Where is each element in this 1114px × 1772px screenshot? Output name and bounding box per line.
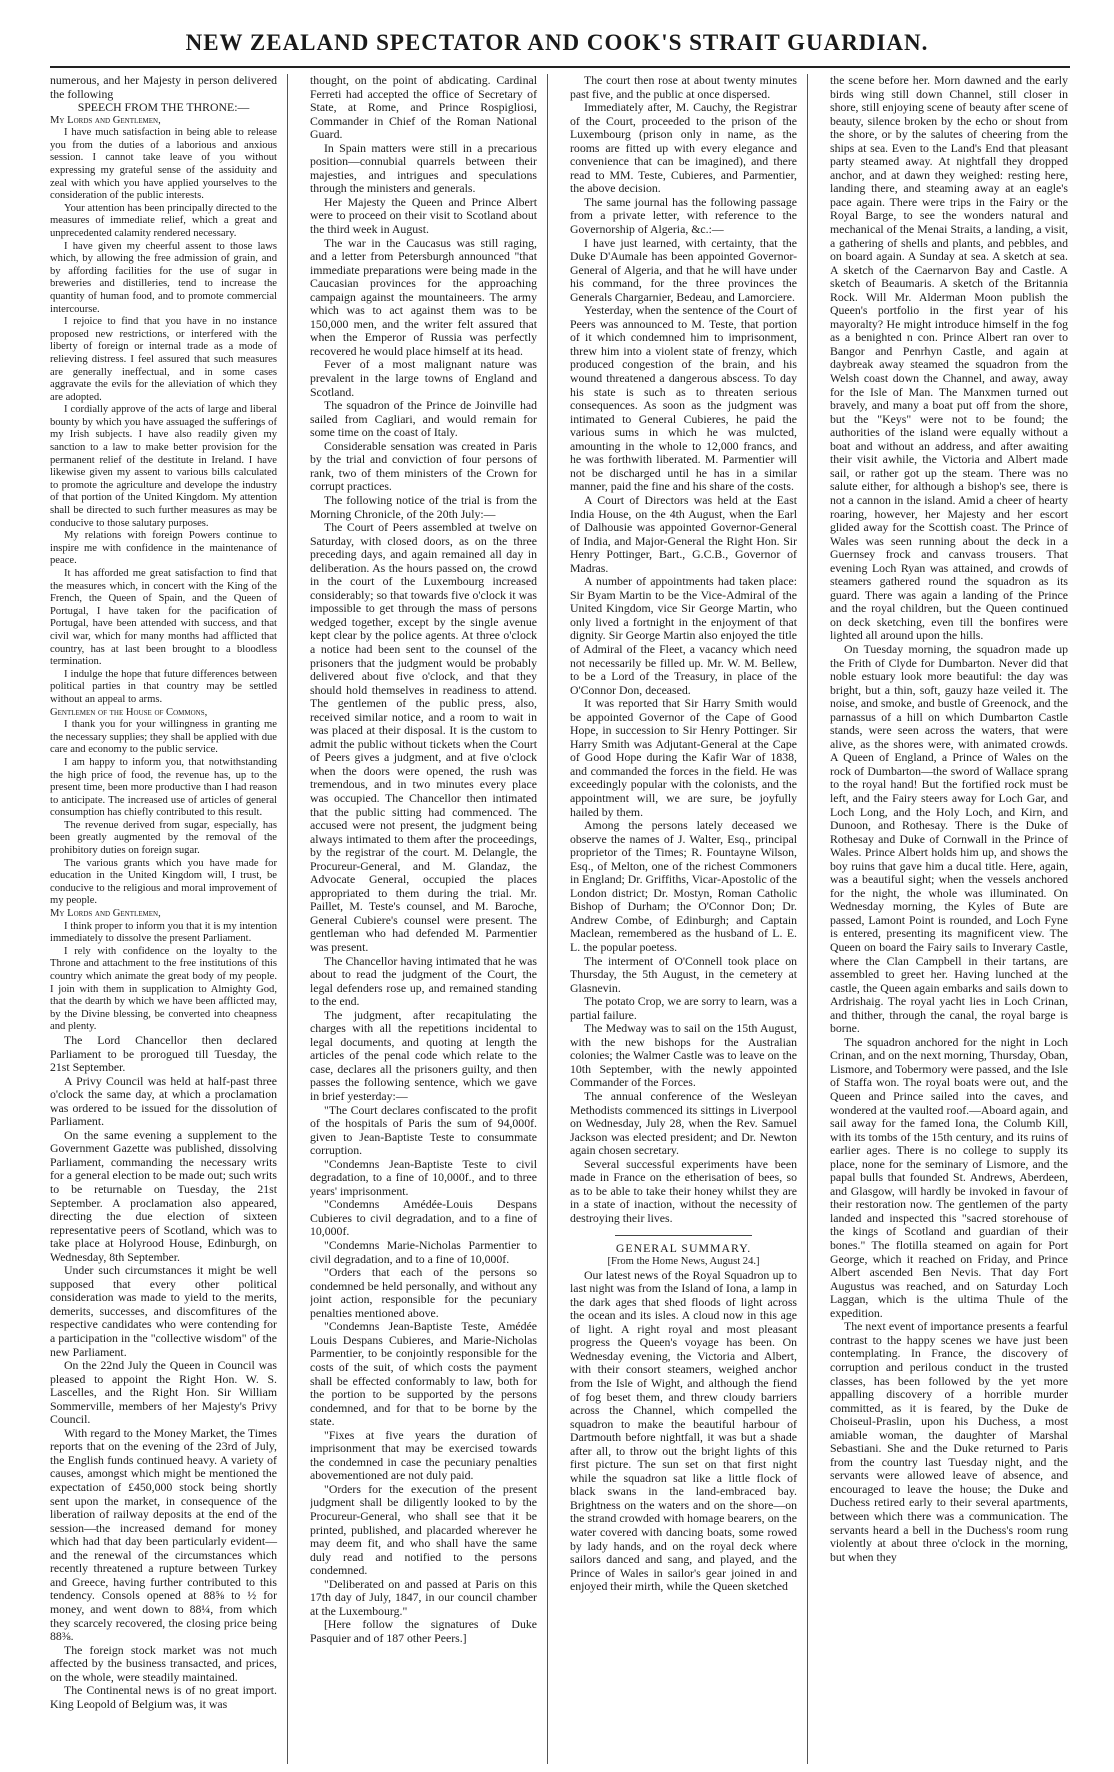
paragraph: The next event of importance presents a fearful contrast to the happy scenes we have just been contemplating. In France, the discovery of corruption and perilous conduct in the trusted classes, has been followed by the yet more appalling discovery of a horrible murder committed, as it is feared, by the Duke de Choiseul-Praslin, upon his Duchess, a most amiable woman, the daughter of Marshal Sebastiani. She and the Duke returned to Paris from the country last Tuesday night, and the servants were allowed leave of absence, and encouraged to leave the house; the Duke and Duchess retired early to their several apartments, between which there was a communication. The servants heard a bell in the Duchess's room rung violently at about three o'clock in the morning, but when they xyxy=(830,1319,1068,1564)
paragraph: I have much satisfaction in being able to release you from the duties of a laborious and anxious session. I cannot take leave of you without expressing my grateful sense of the assiduity and zeal with which you have applied yourselves to the consideration of the public interests. xyxy=(50,127,277,202)
paragraph: [From the Home News, August 24.] xyxy=(607,1256,760,1268)
paragraph: The judgment, after recapitulating the charges with all the repetitions incidental to legal documents, and quoting at length the articles of the penal code which relate to the case, declares all the prisoners guilty, and then passes the following sentence, which we gave in brief yesterday:— xyxy=(310,1007,537,1104)
paragraph: The Continental news is of no great import. King Leopold of Belgium was, it was xyxy=(50,1683,277,1711)
paragraph: In Spain matters were still in a precarious position—connubial quarrels between their majesties, and intrigues and speculations through the ministers and generals. xyxy=(310,140,537,196)
paragraph: [Here follow the signatures of Duke Pasquier and of 187 other Peers.] xyxy=(310,1617,537,1645)
column-4 xyxy=(830,74,1068,1764)
paragraph: My Lords and Gentlemen, xyxy=(50,114,161,126)
paragraph: I indulge the hope that future differences between political parties in that country may be settled without an appeal to arms. xyxy=(50,668,277,705)
paragraph: "Fixes at five years the duration of imprisonment that may be exercised towards the condemned in case the pecuniary penalties abovementioned are not duly paid. xyxy=(310,1427,537,1483)
paragraph: Among the persons lately deceased we observe the names of J. Walter, Esq., principal proprietor of the Times; R. Fountayne Wilson, Esq., of Melton, one of the richest Commoners in England; Dr. Griffiths, Vicar-Apostolic of the London district; Dr. Mostyn, Roman Catholic Bishop of Durham; the O'Connor Don; Dr. Andrew Combe, of Edinburgh; and Captain Maclean, remembered as the husband of L. E. L. the popular poetess. xyxy=(570,818,797,954)
paragraph: The Chancellor having intimated that he was about to read the judgment of the Court, the legal defenders rose up, and remained standing to the end. xyxy=(310,953,537,1009)
paragraph: The squadron anchored for the night in Loch Crinan, and on the next morning, Thursday, Oban, Lismore, and Tobermory were passed, and the Isle of Staffa won. The royal boats were out, and the Queen and Prince sailed into the caves, and wondered at the vaulted roof.—Aboard again, and sail away for the famed Iona, the Columb Kill, with its tombs of the 15th century, and its ruins of earlier ages. There is no college to supply its place, none for the seminary of Lismore, and the papal bulls that founded St. Andrews, Aberdeen, and Glasgow, will hardly be invoked in favour of their restoration now. The gentlemen of the party landed and inspected this "sacred storehouse of the kings of Scotland and guardian of their bones." The flotilla steamed on again for Port George, which it reached on Friday, and Prince Albert ascended Ben Nevis. That day Fort Augustus was reached, and on Saturday Loch Laggan, which is the ultima Thule of the expedition. xyxy=(830,1034,1068,1320)
paragraph: I cordially approve of the acts of large and liberal bounty by which you have assuaged the sufferings of my Irish subjects. I have also readily given my sanction to a law to make better provision for the permanent relief of the destitute in Ireland. I have likewise given my assent to various bills calculated to promote the agriculture and develope the industry of that portion of the United Kingdom. My attention shall be directed to such further measures as may be conducive to those salutary purposes. xyxy=(50,404,277,529)
paragraph: The various grants which you have made for education in the United Kingdom will, I trust, be conducive to the religious and moral improvement of my people. xyxy=(50,857,277,907)
paragraph: A Privy Council was held at half-past three o'clock the same day, at which a proclamation was ordered to be issued for the dissolution of Parliament. xyxy=(50,1073,277,1129)
section-heading: GENERAL SUMMARY. xyxy=(615,1241,752,1256)
paragraph: Several successful experiments have been made in France on the etherisation of bees, so as to be able to take their honey whilst they are in a state of inaction, without the necessity of destroying their lives. xyxy=(570,1156,797,1225)
masthead-title: NEW ZEALAND SPECTATOR AND COOK'S STRAIT GUARDIAN. xyxy=(185,30,929,55)
paragraph: Fever of a most malignant nature was prevalent in the large towns of England and Scotland. xyxy=(310,357,537,399)
paragraph: "Condemns Jean-Baptiste Teste, Amédée Louis Despans Cubieres, and Marie-Nicholas Parmentier, to be conjointly responsible for the costs of the suit, of which costs the payment shall be effected conformably to law, both for the portion to be supported by the persons condemned, and for that to be borne by the state. xyxy=(310,1319,537,1429)
paragraph: It has afforded me great satisfaction to find that the measures which, in concert with the King of the French, the Queen of Spain, and the Queen of Portugal, I have taken for the pacification of Portugal, have been attended with success, and that civil war, which for many months had afflicted that country, has at last been brought to a bloodless termination. xyxy=(50,568,277,668)
paragraph: The court then rose at about twenty minutes past five, and the public at once dispersed. xyxy=(570,74,797,101)
paragraph: The Lord Chancellor then declared Parliament to be prorogued till Tuesday, the 21st September. xyxy=(50,1032,277,1075)
paragraph: "Condemns Marie-Nicholas Parmentier to civil degradation, and to a fine of 10,000f. xyxy=(310,1238,537,1266)
paragraph: I think proper to inform you that it is my intention immediately to dissolve the present Parliament. xyxy=(50,920,277,945)
paragraph: On Tuesday morning, the squadron made up the Frith of Clyde for Dumbarton. Never did that noble estuary look more beautiful: the day was bright, but a thin, soft, gauzy haze veiled it. The noise, and smoke, and bustle of Greenock, and the parnassus of a hill on which Dumbarton Castle stands, were seen across the waters, that were alive, as the shores were, with animated crowds. A Queen of England, a Prince of Wales on the rock of Dumbarton—the sword of Wallace sprang to the royal hand! But the fortified rock must be left, and the Fairy steers away for Loch Gar, and Loch Long, and the Holy Loch, and Kirn, and Dunoon, and Rothesay. There is the Duke of Rothesay and Duke of Cornwall in the Prince of Wales. Prince Albert holds him up, and shows the boy ruins that gave him a ducal title. Here, again, was a beautiful sight; when the vessels anchored for the night, the whole was illuminated. On Wednesday morning, the Kyles of Bute are passed, Lamont Point is rounded, and Loch Fyne is entered, presenting its magnificent view. The Queen on board the Fairy sails to Inverary Castle, where the Clan Campbell in their tartans, are assembled to greet her. Having lunched at the castle, the Queen again embarks and sails down to Ardrishaig. The royal yacht lies in Loch Crinan, and thither, through the canal, the royal barge is borne. xyxy=(830,641,1068,1036)
paragraph: I have given my cheerful assent to those laws which, by allowing the free admission of grain, and by affording facilities for the use of sugar in breweries and distilleries, tend to increase the quantity of human food, and to promote commercial intercourse. xyxy=(50,240,277,315)
paragraph: The annual conference of the Wesleyan Methodists commenced its sittings in Liverpool on Wednesday, July 28, when the Rev. Samuel Jackson was elected president; and Dr. Newton again chosen secretary. xyxy=(570,1089,797,1158)
paragraph: numerous, and her Majesty in person delivered the following xyxy=(50,74,277,101)
paragraph: "Orders that each of the persons so condemned be held personally, and without any joint action, responsible for the pecuniary penalties mentioned above. xyxy=(310,1265,537,1320)
paragraph: Immediately after, M. Cauchy, the Registrar of the Court, proceeded to the prison of the Luxembourg (prison only in name, as the rooms are fitted up with every elegance and convenience that can be imagined), and there read to MM. Teste, Cubieres, and Parmentier, the above decision. xyxy=(570,100,797,196)
paragraph: On the 22nd July the Queen in Council was pleased to appoint the Right Hon. W. S. Lascelles, and the Right Hon. Sir William Sommerville, members of her Majesty's Privy Council. xyxy=(50,1358,277,1427)
paragraph: "Deliberated on and passed at Paris on this 17th day of July, 1847, in our council chamber at the Luxembourg." xyxy=(310,1576,537,1618)
paragraph: The foreign stock market was not much affected by the business transacted, and prices, on the whole, were steadily maintained. xyxy=(50,1642,277,1684)
paragraph: A number of appointments had taken place: Sir Byam Martin to be the Vice-Admiral of the United Kingdom, vice Sir George Martin, who only lived a fortnight in the enjoyment of that dignity. Sir George Martin also enjoyed the title of Admiral of the Fleet, a vacancy which need not necessarily be filled up. Mr. W. M. Bellew, to be a Lord of the Treasury, in place of the O'Connor Don, deceased. xyxy=(570,574,797,697)
column-1 xyxy=(50,74,288,1764)
paragraph: On the same evening a supplement to the Government Gazette was published, dissolving Parliament, commanding the necessary writs for a general election to be made out; such writs to be returnable on Tuesday, the 21st September. A proclamation also appeared, directing the due election of sixteen representative peers of Scotland, which was to take place at Holyrood House, Edinburgh, on Wednesday, 8th September. xyxy=(50,1127,278,1264)
paragraph: My relations with foreign Powers continue to inspire me with confidence in the maintenance of peace. xyxy=(50,530,277,567)
paragraph: "Condemns Jean-Baptiste Teste to civil degradation, to a fine of 10,000f., and to three years' imprisonment. xyxy=(310,1156,537,1198)
paragraph: Gentlemen of the House of Commons, xyxy=(50,706,208,718)
column-3 xyxy=(570,74,808,1764)
paragraph: Her Majesty the Queen and Prince Albert were to proceed on their visit to Scotland about the third week in August. xyxy=(310,194,537,237)
paragraph: I rejoice to find that you have in no instance proposed new restrictions, or interfered with the liberty of foreign or internal trade as a mode of relieving distress. I feel assured that such measures are generally ineffectual, and in some cases aggravate the evils for the alleviation of which they are adopted. xyxy=(50,316,277,403)
paragraph: The revenue derived from sugar, especially, has been greatly augmented by the removal of the prohibitory duties on foreign sugar. xyxy=(50,819,277,857)
paragraph: The squadron of the Prince de Joinville had sailed from Cagliari, and would remain for some time on the coast of Italy. xyxy=(310,398,537,440)
paragraph xyxy=(615,1235,751,1236)
paragraph: It was reported that Sir Harry Smith would be appointed Governor of the Cape of Good Hope, in succession to Sir Henry Pottinger. Sir Harry Smith was Adjutant-General at the Cape of Good Hope during the Kafir War of 1838, and commanded the forces in the field. He was exceedingly popular with the colonists, and the appointment will, we are sure, be joyfully hailed by them. xyxy=(570,696,797,819)
paragraph: "The Court declares confiscated to the profit of the hospitals of Paris the sum of 94,000f. given to Jean-Baptiste Teste to consummate corruption. xyxy=(310,1102,537,1158)
article-columns xyxy=(50,74,1070,1764)
paragraph: The interment of O'Connell took place on Thursday, the 5th August, in the cemetery at Glasnevin. xyxy=(570,953,797,995)
paragraph: My Lords and Gentlemen, xyxy=(50,908,161,920)
masthead-rule xyxy=(50,66,1070,68)
paragraph: Considerable sensation was created in Paris by the trial and conviction of four persons of rank, two of them ministers of the Crown for corrupt practices. xyxy=(310,438,537,494)
paragraph: Under such circumstances it might be well supposed that every other political consideration was made to yield to the merits, demerits, successes, and discomfitures of the respective candidates who were contending for a participation in the "collective wisdom" of the new Parliament. xyxy=(50,1263,277,1359)
paragraph: Your attention has been principally directed to the measures of immediate relief, which a great and unprecedented calamity rendered necessary. xyxy=(50,202,277,239)
paragraph: I rely with confidence on the loyalty to the Throne and attachment to the free institutions of this country which animate the great body of my people. I join with them in supplication to Almighty God, that the dearth by which we have been afflicted may, by the Divine blessing, be converted into cheapness and plenty. xyxy=(50,945,277,1033)
paragraph: the scene before her. Morn dawned and the early birds wing still down Channel, still closer in shore, still enjoying scene of beauty after scene of beauty, silence broken by the echo or shout from the shore, or by the salutes of cheering from the ships at sea. Even to the Land's End that pleasant party steamed away. At nightfall they dropped anchor, and at dawn they weighed: resting here, landing there, and steaming away at an eagle's pace again. There were trips in the Fairy or the Royal Barge, to see the wonders natural and mechanical of the Menai Straits, a landing, a visit, a gathering of shells and plants, and pebbles, and on board again. A Sunday at sea. A sketch at sea. A sketch of the Caernarvon Bay and Castle. A sketch of Beaumaris. A sketch of the Britannia Rock. Will Mr. Alderman Moon publish the Queen's portfolio in the first year of his mayoralty? He might introduce himself in the fog as a benighted n con. Prince Albert ran over to Bangor and Penrhyn Castle, and again at daybreak away steamed the squadron from the Welsh coast down the Channel, and away, away for the Isle of Man. The Manxmen turned out bravely, and many a boat put off from the shore, but the "Keys" were not to be found; the authorities of the island were equally without a boat and without an address, and after awaiting their visit awhile, the Victoria and Albert made sail, or rather got up the steam. There was no salute either, for although a bishop's see, there is not a cannon in the island. Amid a cheer of hearty roaring, however, her Majesty and her escort glided away for the Scottish coast. The Prince of Wales was seen running about the deck in a Guernsey frock and canvass trousers. That evening Loch Ryan was attained, and crowds of steamers gathered round the squadron as its guard. There was again a landing of the Prince and the royal children, but the Queen continued on deck sketching, even till the bonfires were lighted all around upon the hills. xyxy=(830,74,1068,643)
paragraph: I have just learned, with certainty, that the Duke D'Aumale has been appointed Governor-General of Algeria, and that he will have under his command, for the three provinces the Generals Chargarnier, Bedeau, and Lamorciere. xyxy=(570,235,797,304)
paragraph: The potato Crop, we are sorry to learn, was a partial failure. xyxy=(570,994,797,1022)
column-2 xyxy=(310,74,548,1764)
paragraph: thought, on the point of abdicating. Cardinal Ferreti had accepted the office of Secretary of State, at Rome, and Prince Rospigliosi, Commander in Chief of the Roman National Guard. xyxy=(310,74,537,142)
paragraph: The Medway was to sail on the 15th August, with the new bishops for the Australian colonies; the Walmer Castle was to leave on the 10th September, with the newly appointed Commander of the Forces. xyxy=(570,1021,797,1090)
paragraph: With regard to the Money Market, the Times reports that on the evening of the 23rd of July, the English funds continued heavy. A variety of causes, amongst which might be mentioned the expectation of £450,000 stock being shortly sent upon the market, in consequence of the liberation of railway deposits at the end of the session—the increased demand for money which had that day been particularly evident—and the renewal of the circumstances which recently threatened a rupture between Turkey and Greece, having further contributed to this tendency. Consols opened at 88⅝ to ½ for money, and went down to 88¼, from which they scarcely recovered, the closing price being 88⅜. xyxy=(50,1425,277,1644)
paragraph: "Condemns Amédée-Louis Despans Cubieres to civil degradation, and to a fine of 10,000f. xyxy=(310,1197,537,1239)
paragraph: The Court of Peers assembled at twelve on Saturday, with closed doors, as on the three preceding days, and again remained all day in deliberation. As the hours passed on, the crowd in the court of the Luxembourg increased considerably; so that towards five o'clock it was impossible to get through the mass of persons wedged together, except by the single avenue kept clear by the police agents. At three o'clock a notice had been sent to the counsel of the prisoners that the judgment would be probably delivered about five o'clock, and that they should hold themselves in readiness to attend. The gentlemen of the public press, also, received similar notice, and a room to wait in was placed at their disposal. It is the custom to admit the public without tickets when the Court of Peers gives a judgment, and at five o'clock when the doors were opened, the rush was tremendous, and in two minutes every place was occupied. The Chancellor then intimated that the public sitting had commenced. The accused were not present, the judgment being always intimated to them after the proceedings, by the registrar of the court. M. Delangle, the Procureur-General, and M. Glandaz, the Advocate General, occupied the places appropriated to them during the trial. Mr. Paillet, M. Teste's counsel, and M. Baroche, General Cubiere's counsel were present. The gentleman who had defended M. Parmentier was present. xyxy=(310,520,537,954)
paragraph: Yesterday, when the sentence of the Court of Peers was announced to M. Teste, that portion of it which condemned him to imprisonment, threw him into a violent state of frenzy, which produced congestion of the brain, and his wound threatened a dangerous abscess. To day his state is such as to threaten serious consequences. As soon as the judgment was intimated to General Cubieres, he paid the various sums in which he was mulcted, amounting in the whole to 12,000 francs, and he was forthwith liberated. M. Parmentier will not be discharged until he has in a similar manner, paid the fine and his share of the costs. xyxy=(570,303,797,494)
paragraph: "Orders for the execution of the present judgment shall be diligently looked to by the Procureur-General, who shall see that it be printed, published, and placarded wherever he may deem fit, and who shall have the same duly read and notified to the persons condemned. xyxy=(310,1481,537,1578)
speech-heading: SPEECH FROM THE THRONE:— xyxy=(77,100,250,115)
paragraph: Our latest news of the Royal Squadron up to last night was from the Island of Iona, a lamp in the dark ages that shed floods of light across the ocean and its isles. A cloud now in this age of light. A right royal and most pleasant progress the Queen's voyage has been. On Wednesday evening, the Victoria and Albert, with their consort steamers, weighed anchor from the Isle of Wight, and although the fiend of fog beset them, and threw cloudy barriers across the Channel, which compelled the squadron to make the beautiful harbour of Dartmouth before nightfall, it was but a shade after all, to throw out the bright lights of this first picture. The sun set on that first night while the squadron sat like a little flock of black swans in the land-embraced bay. Brightness on the waters and on the shore—on the strand crowded with homage bearers, on the water covered with dancing boats, some rowed by lady hands, and on the royal deck where sailors danced and sang, and played, and the Prince of Wales in sailor's gear joined in and enjoyed their mirth, while the Queen sketched xyxy=(570,1267,797,1594)
paragraph: A Court of Directors was held at the East India House, on the 4th August, when the Earl of Dalhousie was appointed Governor-General of India, and Major-General the Right Hon. Sir Henry Pottinger, Bart., G.C.B., Governor of Madras. xyxy=(570,492,797,575)
paragraph: The war in the Caucasus was still raging, and a letter from Petersburgh announced "that immediate preparations were being made in the Caucasian provinces for the approaching campaign against the mountaineers. The army which was to act against them was to be 150,000 men, and the writer felt assured that when the Emperor of Russia was perfectly recovered he would place himself at its head. xyxy=(310,235,537,358)
paragraph: The same journal has the following passage from a private letter, with reference to the Governorship of Algeria, &c.:— xyxy=(570,194,797,237)
paragraph: I thank you for your willingness in granting me the necessary supplies; they shall be applied with due care and economy to the public service. xyxy=(50,719,277,756)
paragraph: The following notice of the trial is from the Morning Chronicle, of the 20th July:— xyxy=(310,492,537,521)
paragraph: I am happy to inform you, that notwithstanding the high price of food, the revenue has, up to the present time, been more productive than I had reason to anticipate. The increased use of articles of general consumption has chiefly contributed to this result. xyxy=(50,756,277,819)
